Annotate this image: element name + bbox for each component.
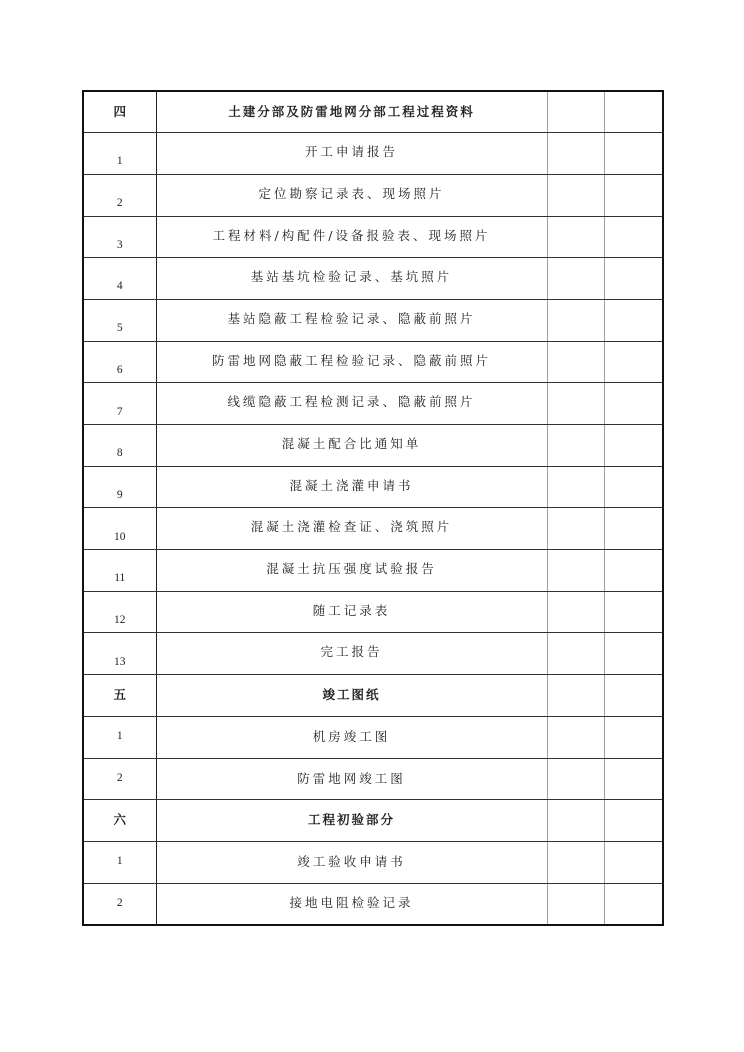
- item-number: 3: [83, 216, 156, 258]
- empty-cell: [604, 299, 663, 341]
- empty-cell: [547, 716, 604, 758]
- empty-cell: [547, 258, 604, 300]
- empty-cell: [604, 508, 663, 550]
- table-row: [83, 216, 663, 258]
- section-number: 四: [83, 91, 156, 133]
- table-row: [83, 550, 663, 592]
- empty-cell: [547, 508, 604, 550]
- empty-cell: [604, 883, 663, 925]
- item-number: 1: [83, 133, 156, 175]
- item-number: 6: [83, 341, 156, 383]
- item-title: 开工申请报告: [156, 133, 547, 175]
- empty-cell: [547, 425, 604, 467]
- empty-cell: [604, 675, 663, 717]
- item-title: 定位勘察记录表、现场照片: [156, 174, 547, 216]
- empty-cell: [547, 91, 604, 133]
- empty-cell: [604, 91, 663, 133]
- table-row: [83, 508, 663, 550]
- table-row: [83, 299, 663, 341]
- table-row: [83, 258, 663, 300]
- empty-cell: [604, 466, 663, 508]
- empty-cell: [604, 550, 663, 592]
- item-title: 混凝土浇灌申请书: [156, 466, 547, 508]
- item-title: 混凝土浇灌检查证、浇筑照片: [156, 508, 547, 550]
- table-row: [83, 383, 663, 425]
- empty-cell: [547, 341, 604, 383]
- empty-cell: [547, 383, 604, 425]
- section-header-row: [83, 800, 663, 842]
- item-number: 1: [83, 716, 156, 758]
- item-title: 混凝土配合比通知单: [156, 425, 547, 467]
- item-title: 随工记录表: [156, 591, 547, 633]
- empty-cell: [604, 341, 663, 383]
- item-number: 4: [83, 258, 156, 300]
- table-row: [83, 341, 663, 383]
- section-number: 六: [83, 800, 156, 842]
- item-title: 混凝土抗压强度试验报告: [156, 550, 547, 592]
- item-title: 线缆隐蔽工程检测记录、隐蔽前照片: [156, 383, 547, 425]
- empty-cell: [604, 591, 663, 633]
- section-number: 五: [83, 675, 156, 717]
- empty-cell: [547, 216, 604, 258]
- empty-cell: [547, 633, 604, 675]
- item-number: 2: [83, 174, 156, 216]
- empty-cell: [547, 550, 604, 592]
- item-number: 2: [83, 758, 156, 800]
- item-title: 防雷地网竣工图: [156, 758, 547, 800]
- empty-cell: [547, 758, 604, 800]
- item-title: 机房竣工图: [156, 716, 547, 758]
- item-number: 11: [83, 550, 156, 592]
- table-row: [83, 841, 663, 883]
- empty-cell: [547, 883, 604, 925]
- empty-cell: [547, 800, 604, 842]
- item-title: 基站隐蔽工程检验记录、隐蔽前照片: [156, 299, 547, 341]
- empty-cell: [604, 716, 663, 758]
- item-title: 防雷地网隐蔽工程检验记录、隐蔽前照片: [156, 341, 547, 383]
- item-number: 2: [83, 883, 156, 925]
- empty-cell: [604, 425, 663, 467]
- table-row: [83, 591, 663, 633]
- section-title: 土建分部及防雷地网分部工程过程资料: [156, 91, 547, 133]
- empty-cell: [604, 174, 663, 216]
- section-header-row: [83, 675, 663, 717]
- table-row: [83, 466, 663, 508]
- section-title: 竣工图纸: [156, 675, 547, 717]
- item-number: 12: [83, 591, 156, 633]
- item-title: 工程材料/构配件/设备报验表、现场照片: [156, 216, 547, 258]
- section-header-row: [83, 91, 663, 133]
- table-row: [83, 633, 663, 675]
- section-title: 工程初验部分: [156, 800, 547, 842]
- table-row: [83, 883, 663, 925]
- empty-cell: [604, 133, 663, 175]
- item-number: 5: [83, 299, 156, 341]
- table-row: [83, 133, 663, 175]
- table-row: [83, 758, 663, 800]
- empty-cell: [604, 633, 663, 675]
- empty-cell: [547, 299, 604, 341]
- empty-cell: [547, 174, 604, 216]
- table-row: [83, 425, 663, 467]
- empty-cell: [604, 841, 663, 883]
- item-number: 9: [83, 466, 156, 508]
- empty-cell: [604, 216, 663, 258]
- document-checklist-table: [82, 90, 664, 926]
- empty-cell: [604, 258, 663, 300]
- empty-cell: [547, 675, 604, 717]
- empty-cell: [604, 800, 663, 842]
- empty-cell: [547, 591, 604, 633]
- empty-cell: [547, 466, 604, 508]
- item-number: 8: [83, 425, 156, 467]
- item-number: 13: [83, 633, 156, 675]
- item-title: 竣工验收申请书: [156, 841, 547, 883]
- item-title: 完工报告: [156, 633, 547, 675]
- item-number: 7: [83, 383, 156, 425]
- table-row: [83, 174, 663, 216]
- item-number: 1: [83, 841, 156, 883]
- empty-cell: [547, 841, 604, 883]
- item-number: 10: [83, 508, 156, 550]
- empty-cell: [604, 383, 663, 425]
- item-title: 基站基坑检验记录、基坑照片: [156, 258, 547, 300]
- item-title: 接地电阻检验记录: [156, 883, 547, 925]
- empty-cell: [604, 758, 663, 800]
- empty-cell: [547, 133, 604, 175]
- table-row: [83, 716, 663, 758]
